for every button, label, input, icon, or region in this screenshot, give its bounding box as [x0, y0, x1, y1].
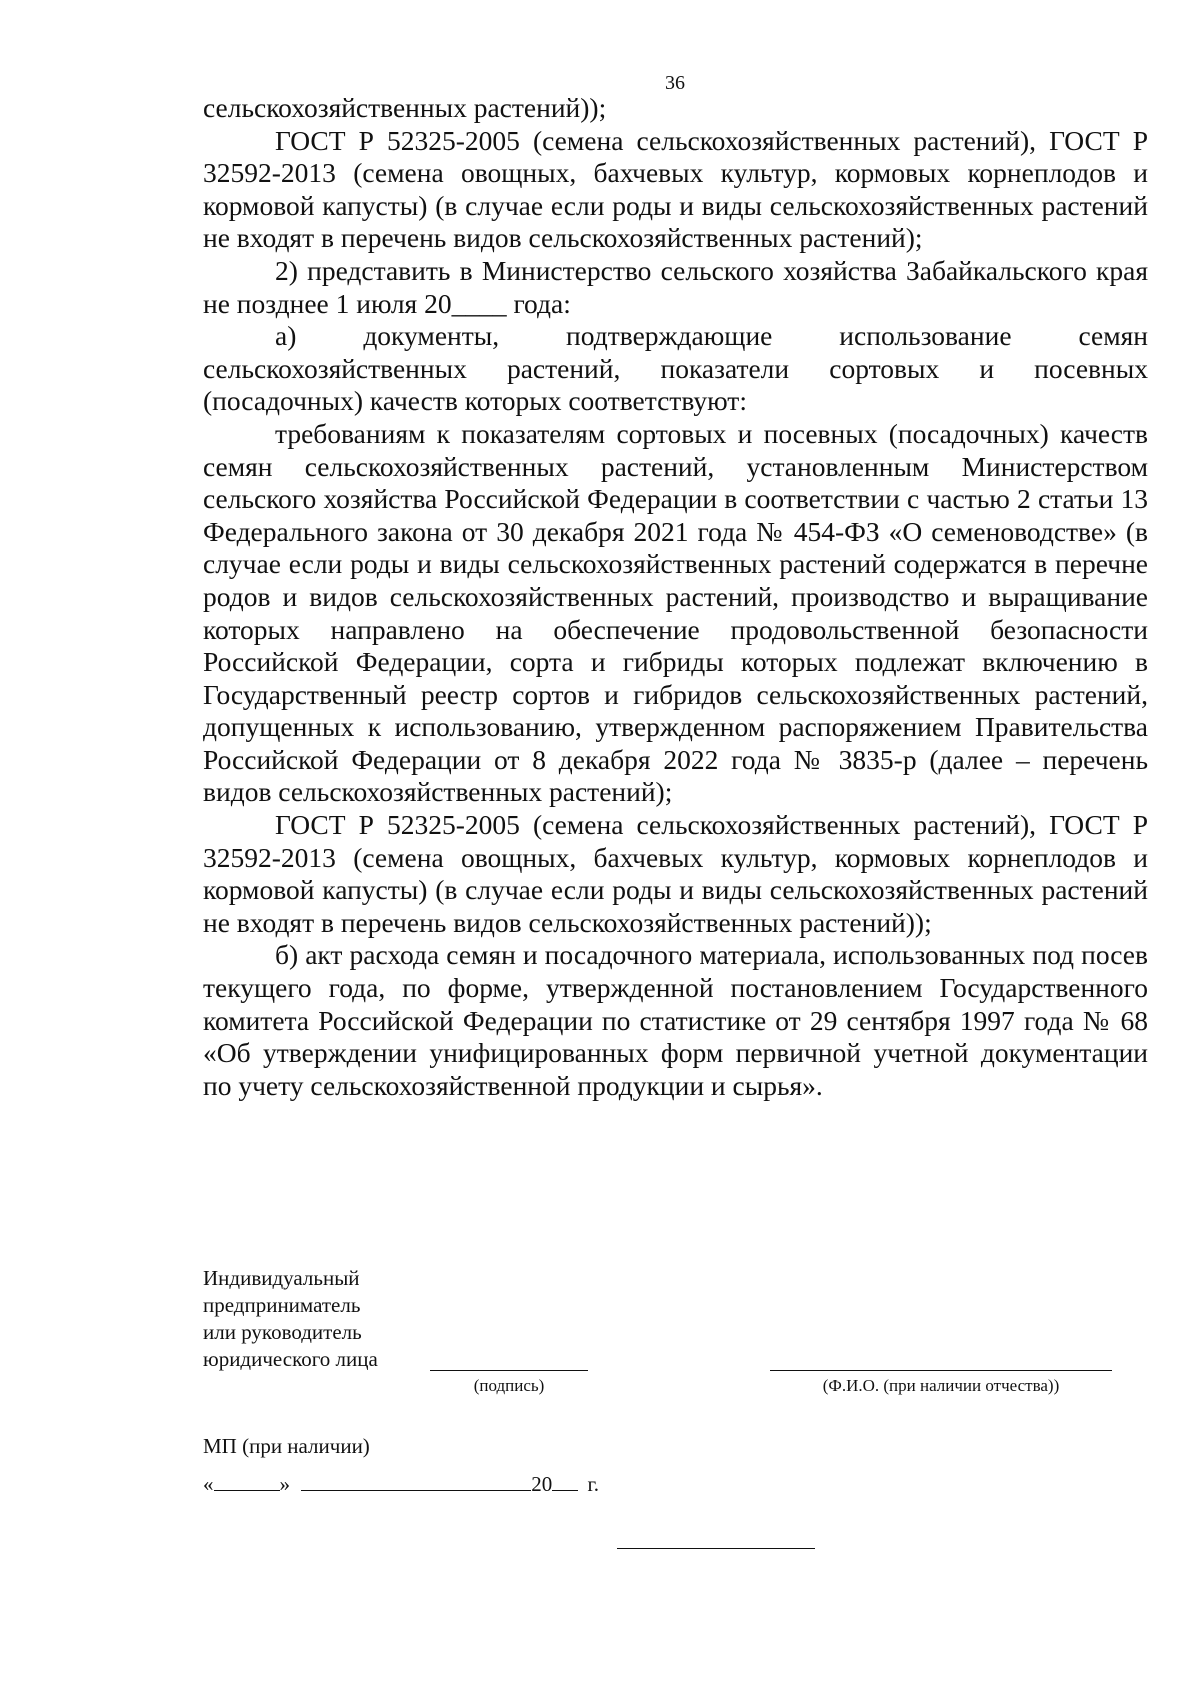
date-close-quote: »: [279, 1472, 290, 1496]
seal-label: МП (при наличии): [203, 1434, 370, 1458]
signatory-role-line: юридического лица: [203, 1347, 378, 1371]
date-year-prefix: 20: [531, 1472, 553, 1496]
date-row: [203, 1470, 599, 1498]
paragraph: требованиям к показателям сортовых и посевных (посадочных) качеств семян сельскохозяйственных растений, установленным Министерством сельского хозяйства Российской Федерации в соответствии с частью 2 статьи 13 Федерального закона от 30 декабря 2021 года № 454-ФЗ «О семеноводстве» (в случае если роды и виды сельскохозяйственных растений содержатся в перечне родов и видов сельскохозяйственных растений, производство и выращивание которых направлено на обеспечение продовольственной безопасности Российской Федерации, сорта и гибриды которых подлежат включению в Государственный реестр сортов и гибридов сельскохозяйственных растений, допущенных к использованию, утвержденном распоряжением Правительства Российской Федерации от 8 декабря 2022 года № 3835-р (далее – перечень видов сельскохозяйственных растений);: [203, 417, 1148, 808]
paragraph: б) акт расхода семян и посадочного материала, использованных под посев текущего года, по форме, утвержденной постановлением Государственного комитета Российской Федерации по статистике от 29 сентября 1997 года № 68 «Об утверждении унифицированных форм первичной учетной документации по учету сельскохозяйственной продукции и сырья».: [203, 939, 1148, 1101]
date-year-field[interactable]: [552, 1470, 578, 1491]
signatory-role: [203, 1265, 378, 1373]
paragraph: 2) представить в Министерство сельского хозяйства Забайкальского края не позднее 1 июля 20____ года:: [203, 254, 1148, 319]
date-open-quote: «: [203, 1472, 214, 1496]
paragraph: ГОСТ Р 52325-2005 (семена сельскохозяйственных растений), ГОСТ Р 32592-2013 (семена овощных, бахчевых культур, кормовых корнеплодов и кормовой капусты) (в случае если роды и виды сельскохозяйственных растений не входят в перечень видов сельскохозяйственных растений);: [203, 124, 1148, 254]
closing-divider: [617, 1548, 815, 1549]
signature-caption: (подпись): [473, 1376, 545, 1395]
signatory-role-line: Индивидуальный: [203, 1266, 360, 1290]
paragraph: сельскохозяйственных растений));: [203, 92, 607, 123]
paragraph: а) документы, подтверждающие использование семян сельскохозяйственных растений, показатели сортовых и посевных (посадочных) качеств которых соответствуют:: [203, 320, 1148, 417]
name-line[interactable]: [770, 1370, 1112, 1371]
name-caption: (Ф.И.О. (при наличии отчества)): [822, 1376, 1060, 1395]
signatory-role-line: или руководитель: [203, 1320, 362, 1344]
paragraph: ГОСТ Р 52325-2005 (семена сельскохозяйственных растений), ГОСТ Р 32592-2013 (семена овощных, бахчевых культур, кормовых корнеплодов и кормовой капусты) (в случае если роды и виды сельскохозяйственных растений не входят в перечень видов сельскохозяйственных растений));: [203, 809, 1148, 938]
page-number: 36: [665, 72, 685, 94]
signature-line[interactable]: [430, 1370, 588, 1371]
date-year-suffix: г.: [587, 1472, 599, 1496]
document-body: [203, 92, 1148, 1102]
signatory-role-line: предприниматель: [203, 1293, 361, 1317]
date-day-field[interactable]: [214, 1470, 280, 1491]
date-month-field[interactable]: [301, 1470, 531, 1491]
